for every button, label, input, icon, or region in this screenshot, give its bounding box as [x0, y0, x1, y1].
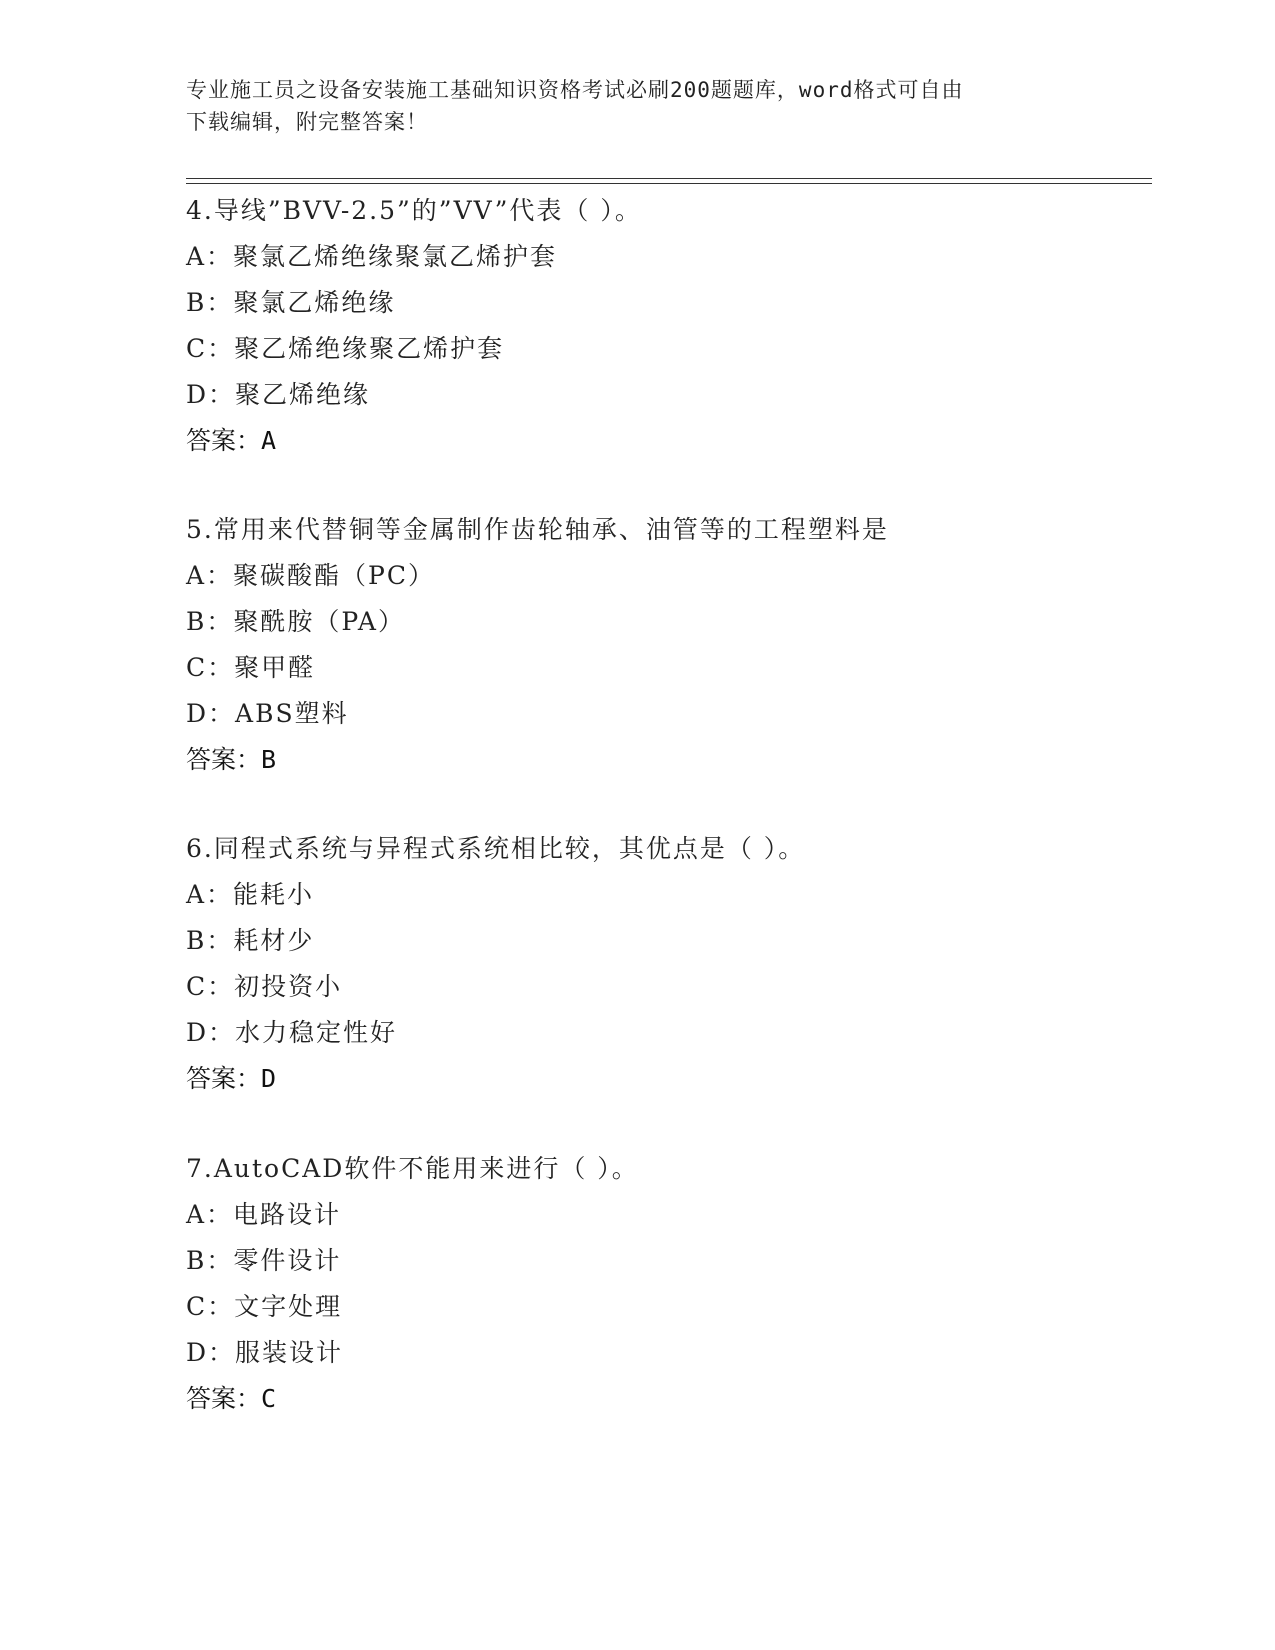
option-d: D：ABS塑料 — [186, 699, 349, 728]
option-a: A：能耗小 — [186, 880, 315, 909]
question-6 — [186, 826, 1146, 1102]
question-stem: 7.AutoCAD软件不能用来进行（ ）。 — [186, 1154, 639, 1183]
question-7 — [186, 1146, 1146, 1422]
answer-line: 答案：A — [186, 426, 277, 455]
header-line-2: 下载编辑，附完整答案！ — [186, 110, 428, 134]
question-stem: 4.导线”BVV-2.5”的”VV”代表（ ）。 — [186, 196, 642, 225]
answer-line: 答案：B — [186, 745, 277, 774]
question-stem: 6.同程式系统与异程式系统相比较，其优点是（ ）。 — [186, 834, 806, 863]
answer-line: 答案：C — [186, 1384, 277, 1413]
option-a: A：聚碳酸酯（PC） — [186, 561, 436, 590]
header-divider-bottom — [186, 183, 1152, 184]
option-d: D：聚乙烯绝缘 — [186, 380, 371, 409]
option-c: C：聚甲醛 — [186, 653, 316, 682]
question-4 — [186, 188, 1146, 464]
header-divider-top — [186, 178, 1152, 179]
question-stem: 5.常用来代替铜等金属制作齿轮轴承、油管等的工程塑料是 — [186, 515, 889, 544]
option-c: C：文字处理 — [186, 1292, 343, 1321]
answer-line: 答案：D — [186, 1064, 277, 1093]
document-header — [186, 74, 1066, 138]
option-a: A：聚氯乙烯绝缘聚氯乙烯护套 — [186, 242, 558, 271]
option-b: B：聚氯乙烯绝缘 — [186, 288, 396, 317]
option-c: C：聚乙烯绝缘聚乙烯护套 — [186, 334, 505, 363]
option-b: B：耗材少 — [186, 926, 315, 955]
option-c: C：初投资小 — [186, 972, 343, 1001]
option-b: B：聚酰胺（PA） — [186, 607, 405, 636]
option-d: D：服装设计 — [186, 1338, 344, 1367]
option-d: D：水力稳定性好 — [186, 1018, 398, 1047]
option-a: A：电路设计 — [186, 1200, 342, 1229]
option-b: B：零件设计 — [186, 1246, 342, 1275]
question-5 — [186, 507, 1146, 783]
header-line-1: 专业施工员之设备安装施工基础知识资格考试必刷200题题库，word格式可自由 — [186, 78, 964, 102]
